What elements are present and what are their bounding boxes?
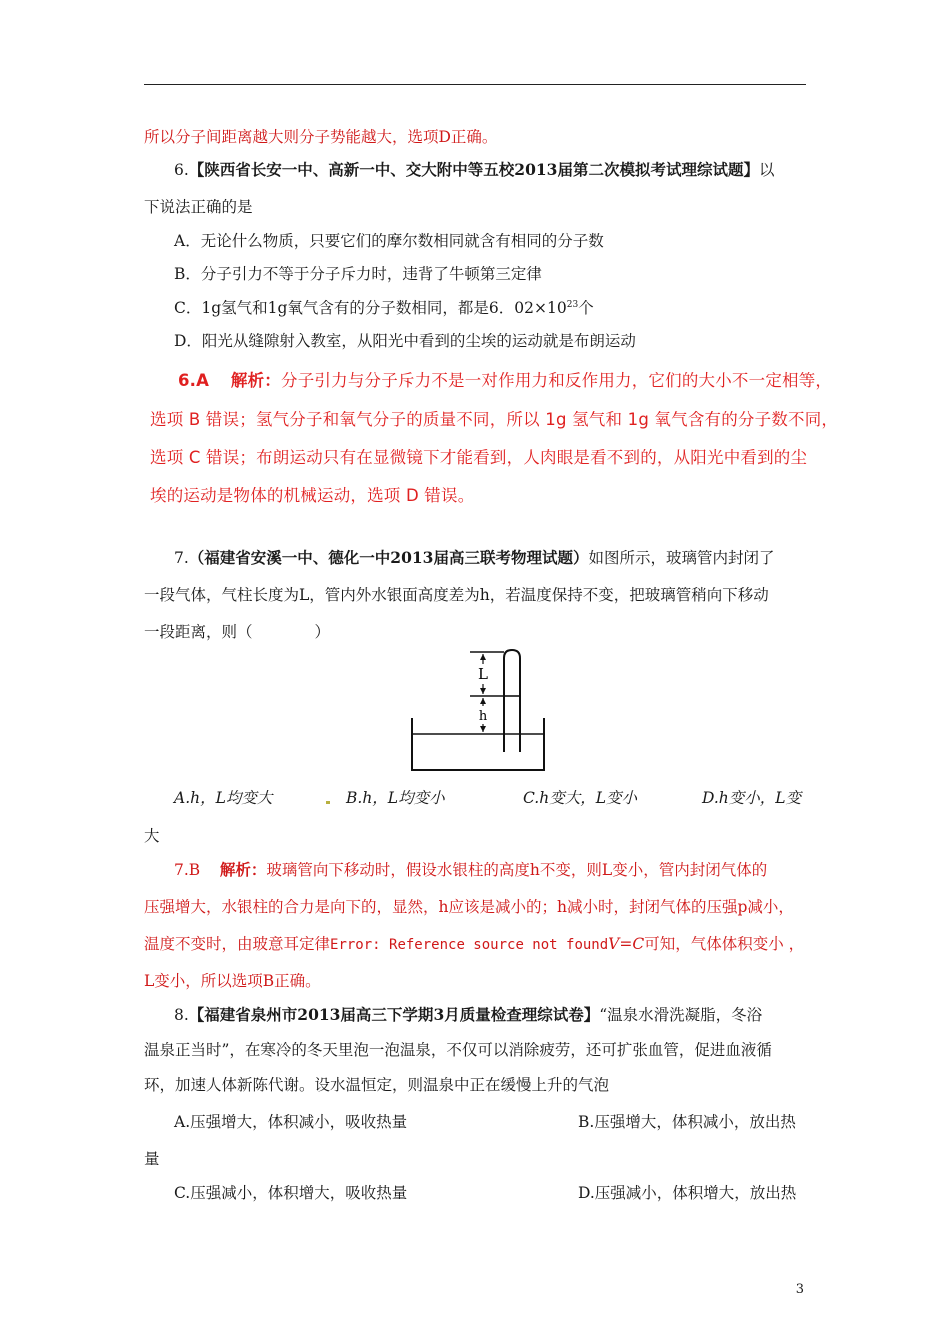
q6-stem-line2: 下说法正确的是: [144, 198, 253, 216]
q8-number: 8.: [174, 1006, 189, 1024]
q8-option-a: A.压强增大，体积减小，吸收热量: [174, 1113, 408, 1131]
speck-mark: [326, 801, 330, 804]
q7-stem-line3: 一段距离，则（ ）: [144, 623, 331, 641]
q6-option-c: C．1g氢气和1g氧气含有的分子数相同，都是6．$02\times 10^{23}$个: [174, 299, 594, 317]
q7-analysis-line-1: 7.B 解析：玻璃管向下移动时，假设水银柱的高度h不变，则L变小，管内封闭气体的: [174, 860, 768, 879]
q6-analysis-line-4: 埃的运动是物体的机械运动，选项 D 错误。: [150, 486, 475, 505]
q6-option-a: A．无论什么物质，只要它们的摩尔数相同就含有相同的分子数: [174, 232, 604, 250]
q7-option-b: B.h，L均变小: [346, 789, 445, 807]
q7-analysis-line-2: 压强增大，水银柱的合力是向下的，显然，h应该是减小的；h减小时，封闭气体的压强p减小，: [144, 898, 794, 916]
q8-option-d: D.压强减小，体积增大，放出热: [578, 1184, 797, 1202]
L-label: L: [478, 665, 488, 683]
q8-stem-line3: 环，加速人体新陈代谢。设水温恒定，则温泉中正在缓慢上升的气泡: [144, 1076, 610, 1094]
q6-option-c-exponent: 23: [566, 299, 579, 310]
q7-analysis-label: 解析：: [219, 860, 267, 879]
q7-stem-line2: 一段气体，气柱长度为L，管内外水银面高度差为h，若温度保持不变，把玻璃管稍向下移动: [144, 586, 769, 604]
q7-analysis-line-3: 温度不变时，由玻意耳定律Error: Reference source not foundV=C可知，气体体积变小 ，: [144, 935, 805, 953]
q7-source: （福建省安溪一中、德化一中2013届高三联考物理试题）: [188, 548, 589, 567]
q6-stem: [174, 160, 774, 180]
q6-source: 【陕西省长安一中、高新一中、交大附中等五校2013届第二次模拟考试理综试题】: [188, 160, 759, 179]
q6-stem-tail: 以: [758, 161, 775, 179]
q6-analysis-line-3: 选项 C 错误；布朗运动只有在显微镜下才能看到，人肉眼是看不到的，从阳光中看到的尘: [150, 448, 808, 467]
header-rule: [144, 84, 806, 85]
q7-error-reference: Error: Reference source not found: [330, 937, 609, 953]
q6-option-d: D．阳光从缝隙射入教室，从阳光中看到的尘埃的运动就是布朗运动: [174, 332, 636, 350]
q8-stem-line2: 温泉正当时”，在寒冷的冬天里泡一泡温泉，不仅可以消除疲劳，还可扩张血管，促进血液循: [144, 1041, 772, 1059]
q6-option-b: B．分子引力不等于分子斥力时，违背了牛顿第三定律: [174, 265, 542, 283]
q7-option-d: D.h变小，L变: [702, 789, 802, 807]
prev-conclusion: 所以分子间距离越大则分子势能越大，选项D正确。: [144, 128, 498, 146]
q6-answer: 6.A: [178, 371, 210, 390]
q8-option-b: B.压强增大，体积减小，放出热: [578, 1113, 796, 1131]
glass-tube: [504, 650, 520, 752]
q7-option-a: A.h，L均变大: [174, 789, 273, 807]
q6-analysis-line-1: 6.A 解析：分子引力与分子斥力不是一对作用力和反作用力，它们的大小不一定相等，: [178, 371, 833, 390]
q8-source: 【福建省泉州市2013届高三下学期3月质量检查理综试卷】: [188, 1005, 600, 1024]
page-number: 3: [795, 1282, 804, 1297]
q6-number: 6.: [174, 161, 189, 179]
q7-option-d-wrap: 大: [144, 827, 160, 845]
q6-analysis-label: 解析：: [230, 371, 282, 390]
q7-number: 7.: [174, 549, 189, 567]
q7-analysis-line-4: L变小，所以选项B正确。: [144, 972, 321, 990]
q7-formula: V=C: [608, 935, 645, 953]
q7-answer: 7.B: [174, 861, 201, 879]
trough-outline: [412, 718, 544, 770]
q8-option-c: C.压强减小，体积增大，吸收热量: [174, 1184, 408, 1202]
h-label: h: [478, 709, 488, 724]
q8-stem: 8.【福建省泉州市2013届高三下学期3月质量检查理综试卷】“温泉水滑洗凝脂，冬浴: [174, 1005, 763, 1024]
q6-analysis-line-2: 选项 B 错误；氢气分子和氧气分子的质量不同，所以 1g 氢气和 1g 氧气含有的分子数不同，: [150, 410, 839, 429]
q8-option-b-wrap: 量: [144, 1150, 160, 1168]
q7-stem: 7.（福建省安溪一中、德化一中2013届高三联考物理试题）如图所示，玻璃管内封闭了: [174, 548, 775, 567]
q7-option-c: C.h变大，L变小: [523, 789, 638, 807]
tube-diagram-figure: [408, 648, 548, 774]
